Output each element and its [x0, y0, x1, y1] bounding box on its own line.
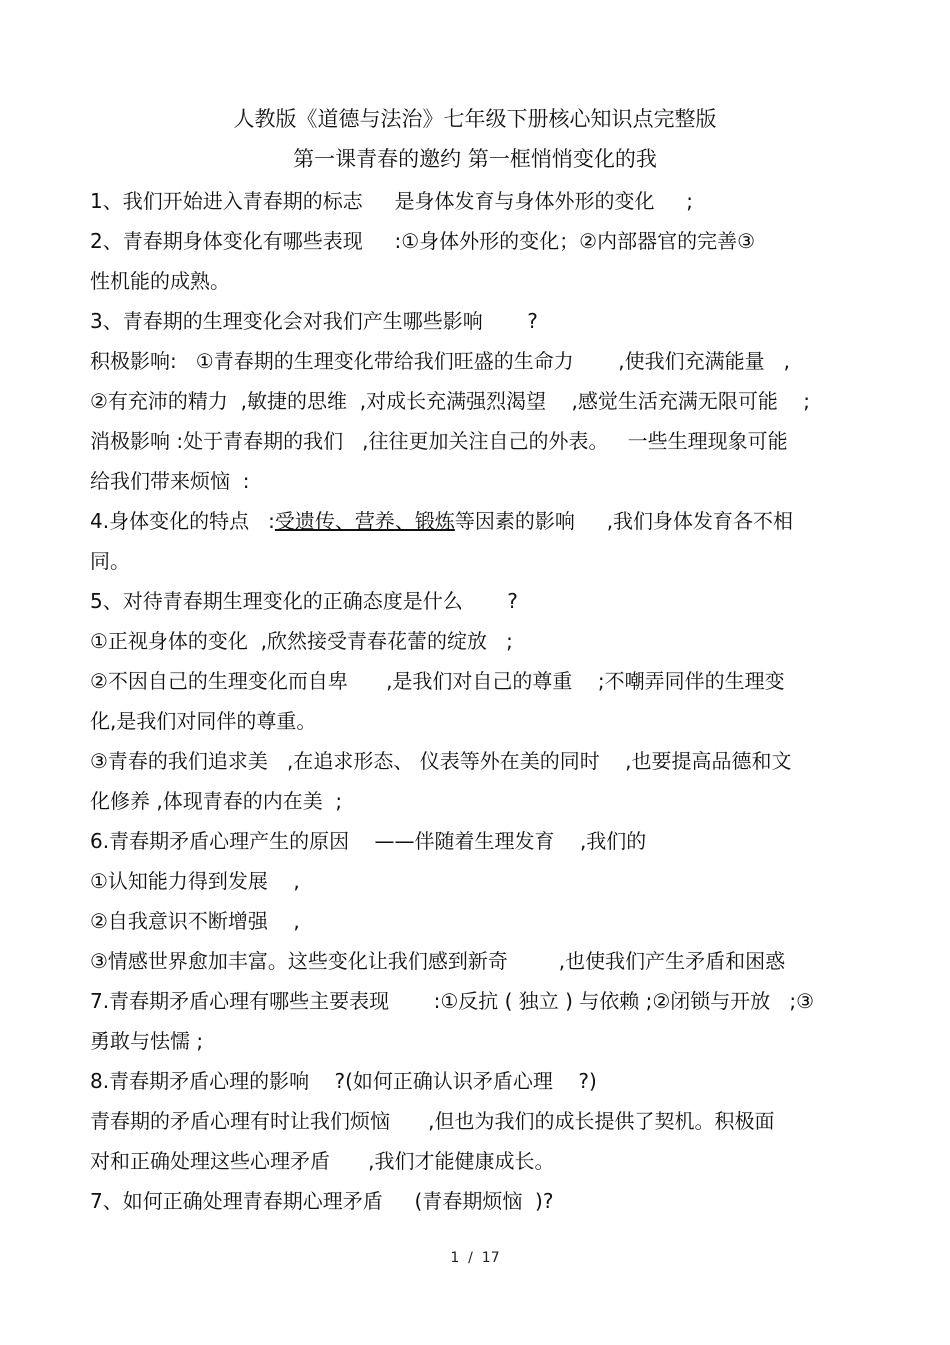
text-line: ②有充沛的精力 ,敏捷的思维 ,对成长充满强烈渴望 ,感觉生活充满无限可能 ; — [90, 389, 811, 413]
line-prefix: 4.身体变化的特点 : — [90, 509, 275, 533]
text-line: ②自我意识不断增强 , — [90, 909, 300, 933]
text-line: 性机能的成熟。 — [90, 269, 230, 293]
text-line: 7.青春期矛盾心理有哪些主要表现 :①反抗 ( 独立 ) 与依赖 ;②闭锁与开放 ;③ — [90, 989, 815, 1013]
underlined-phrase: 受遗传、营养、锻炼 — [274, 509, 455, 533]
text-line: 7、如何正确处理青春期心理矛盾 (青春期烦恼 )? — [90, 1189, 554, 1213]
text-line: 青春期的矛盾心理有时让我们烦恼 ,但也为我们的成长提供了契机。积极面 — [90, 1109, 775, 1133]
text-line: ①认知能力得到发展 , — [90, 869, 300, 893]
text-line: ②不因自己的生理变化而自卑 ,是我们对自己的尊重 ;不嘲弄同伴的生理变 — [90, 669, 785, 693]
text-line: 化修养 ,体现青春的内在美 ; — [90, 789, 343, 813]
text-line: ③情感世界愈加丰富。这些变化让我们感到新奇 ,也使我们产生矛盾和困惑 — [90, 949, 786, 973]
lesson-subtitle: 第一课青春的邀约 第一框悄悄变化的我 — [293, 147, 657, 171]
text-line: 8.青春期矛盾心理的影响 ?(如何正确认识矛盾心理 ?) — [90, 1069, 597, 1093]
text-line: 勇敢与怯懦 ; — [90, 1029, 204, 1053]
document-title: 人教版《道德与法治》七年级下册核心知识点完整版 — [233, 107, 717, 131]
text-line: ①正视身体的变化 ,欣然接受青春花蕾的绽放 ; — [90, 629, 513, 653]
line-suffix: 等因素的影响 ,我们身体发育各不相 — [454, 509, 794, 533]
text-line: 3、青春期的生理变化会对我们产生哪些影响 ? — [90, 309, 538, 333]
text-line: 同。 — [90, 549, 130, 573]
page-number: 1 / 17 — [450, 1250, 500, 1266]
text-line: ③青春的我们追求美 ,在追求形态、 仪表等外在美的同时 ,也要提高品德和文 — [90, 749, 792, 773]
text-line: 2、青春期身体变化有哪些表现 :①身体外形的变化；②内部器官的完善③ — [90, 229, 756, 253]
text-line: 5、对待青春期生理变化的正确态度是什么 ? — [90, 589, 518, 613]
text-line: 6.青春期矛盾心理产生的原因 ——伴随着生理发育 ,我们的 — [90, 829, 647, 853]
text-line: 积极影响: ①青春期的生理变化带给我们旺盛的生命力 ,使我们充满能量 , — [90, 349, 791, 373]
document-body — [90, 183, 880, 1223]
text-line: 化,是我们对同伴的尊重。 — [90, 709, 317, 733]
text-line: 对和正确处理这些心理矛盾 ,我们才能健康成长。 — [90, 1149, 555, 1173]
text-line: 给我们带来烦恼 : — [90, 469, 250, 493]
text-line: 1、我们开始进入青春期的标志 是身体发育与身体外形的变化 ; — [90, 189, 694, 213]
text-line: 消极影响 :处于青春期的我们 ,往往更加关注自己的外表。 一些生理现象可能 — [90, 429, 788, 453]
text-line-with-underline — [90, 503, 880, 543]
